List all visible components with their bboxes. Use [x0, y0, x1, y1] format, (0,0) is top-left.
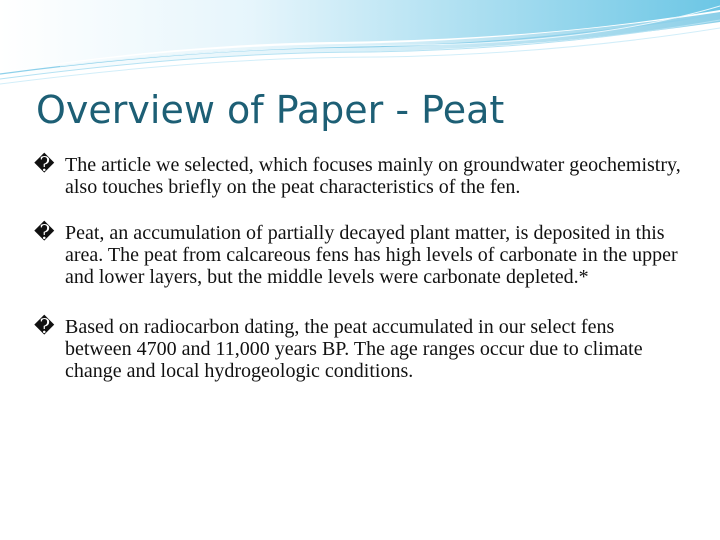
bullet-icon: � — [34, 222, 55, 244]
header-wave-decoration — [0, 0, 720, 90]
bullet-item — [34, 154, 684, 198]
bullet-icon: � — [34, 154, 55, 176]
bullet-item — [34, 222, 684, 288]
slide-title: Overview of Paper - Peat — [36, 88, 505, 132]
bullet-item — [34, 316, 684, 382]
bullet-text: Peat, an accumulation of partially decayed plant matter, is deposited in this area. The peat from calcareous fens has high levels of carbonate in the upper and lower layers, but the middle levels were carbonate depleted.* — [65, 222, 678, 288]
bullet-text: The article we selected, which focuses mainly on groundwater geochemistry, also touches briefly on the peat characteristics of the fen. — [65, 154, 681, 198]
bullet-icon: � — [34, 316, 55, 338]
bullet-list — [34, 154, 684, 406]
bullet-text: Based on radiocarbon dating, the peat accumulated in our select fens between 4700 and 11,000 years BP. The age ranges occur due to climate change and local hydrogeologic conditions. — [65, 316, 643, 382]
